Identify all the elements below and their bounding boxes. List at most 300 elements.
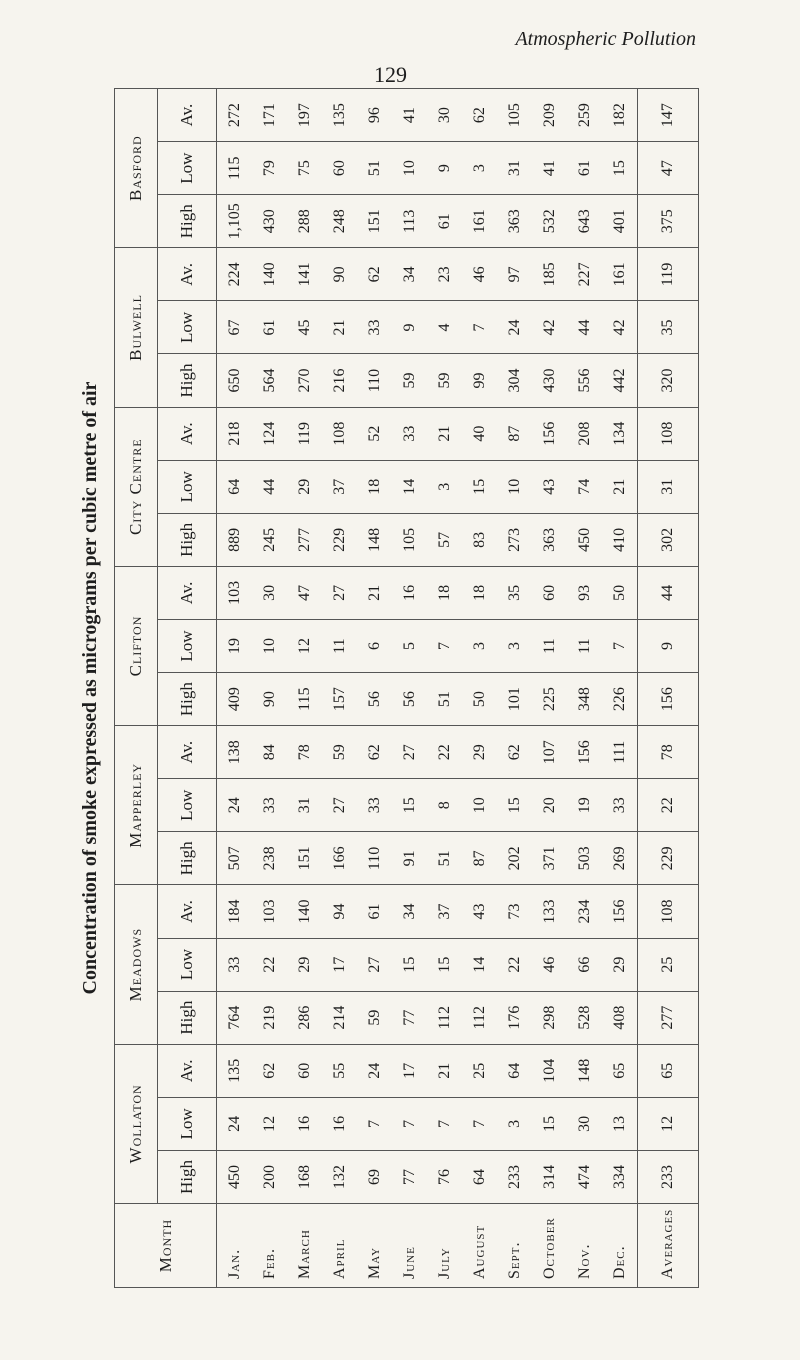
table-cell: 259 xyxy=(567,89,602,142)
table-cell: 16 xyxy=(287,1097,322,1150)
table-cell: 31 xyxy=(497,142,532,195)
table-row xyxy=(287,89,322,1288)
table-cell: 1,105 xyxy=(217,195,253,248)
table-cell: 29 xyxy=(287,460,322,513)
table-cell: 31 xyxy=(287,779,322,832)
table-cell: 90 xyxy=(322,248,357,301)
table-cell: 104 xyxy=(532,1044,567,1097)
stat-header-av: Av. xyxy=(158,407,217,460)
average-cell: 320 xyxy=(638,354,699,407)
table-cell: 18 xyxy=(427,566,462,619)
table-cell: 59 xyxy=(392,354,427,407)
average-cell: 375 xyxy=(638,195,699,248)
table-cell: 112 xyxy=(427,991,462,1044)
stat-header-low: Low xyxy=(158,142,217,195)
site-header-wollaton: Wollaton xyxy=(115,1044,158,1203)
average-cell: 229 xyxy=(638,832,699,885)
table-cell: 7 xyxy=(462,1097,497,1150)
table-cell: 56 xyxy=(357,673,392,726)
table-cell: 33 xyxy=(392,407,427,460)
table-cell: 64 xyxy=(462,1150,497,1203)
table-cell: 151 xyxy=(357,195,392,248)
table-cell: 17 xyxy=(392,1044,427,1097)
table-cell: 272 xyxy=(217,89,253,142)
table-cell: 10 xyxy=(252,619,287,672)
stat-header-high: High xyxy=(158,832,217,885)
table-cell: 141 xyxy=(287,248,322,301)
table-cell: 218 xyxy=(217,407,253,460)
stat-header-av: Av. xyxy=(158,89,217,142)
table-cell: 33 xyxy=(357,301,392,354)
table-cell: 216 xyxy=(322,354,357,407)
table-cell: 410 xyxy=(602,513,638,566)
average-cell: 12 xyxy=(638,1097,699,1150)
table-cell: 60 xyxy=(287,1044,322,1097)
table-cell: 286 xyxy=(287,991,322,1044)
month-label: March xyxy=(287,1204,322,1288)
average-cell: 233 xyxy=(638,1150,699,1203)
table-cell: 3 xyxy=(427,460,462,513)
table-cell: 60 xyxy=(322,142,357,195)
table-cell: 234 xyxy=(567,885,602,938)
average-cell: 9 xyxy=(638,619,699,672)
table-cell: 16 xyxy=(392,566,427,619)
averages-row xyxy=(638,89,699,1288)
table-cell: 507 xyxy=(217,832,253,885)
table-cell: 93 xyxy=(567,566,602,619)
table-cell: 269 xyxy=(602,832,638,885)
table-cell: 75 xyxy=(287,142,322,195)
table-cell: 135 xyxy=(217,1044,253,1097)
stat-header-low: Low xyxy=(158,301,217,354)
page-number: 129 xyxy=(374,62,407,87)
table-cell: 52 xyxy=(357,407,392,460)
table-cell: 61 xyxy=(427,195,462,248)
table-cell: 44 xyxy=(252,460,287,513)
table-cell: 314 xyxy=(532,1150,567,1203)
table-cell: 29 xyxy=(602,938,638,991)
table-cell: 348 xyxy=(567,673,602,726)
table-cell: 564 xyxy=(252,354,287,407)
table-cell: 115 xyxy=(287,673,322,726)
table-cell: 10 xyxy=(497,460,532,513)
month-label: May xyxy=(357,1204,392,1288)
table-cell: 30 xyxy=(427,89,462,142)
month-label: June xyxy=(392,1204,427,1288)
averages-label: Averages xyxy=(638,1204,699,1288)
month-label: Jan. xyxy=(217,1204,253,1288)
table-cell: 200 xyxy=(252,1150,287,1203)
table-cell: 90 xyxy=(252,673,287,726)
table-cell: 83 xyxy=(462,513,497,566)
average-cell: 25 xyxy=(638,938,699,991)
table-cell: 5 xyxy=(392,619,427,672)
table-cell: 42 xyxy=(532,301,567,354)
table-cell: 29 xyxy=(287,938,322,991)
table-cell: 224 xyxy=(217,248,253,301)
table-cell: 65 xyxy=(602,1044,638,1097)
table-cell: 34 xyxy=(392,248,427,301)
table-cell: 40 xyxy=(462,407,497,460)
month-column-header: Month xyxy=(115,1204,217,1288)
stat-header-low: Low xyxy=(158,779,217,832)
table-cell: 7 xyxy=(357,1097,392,1150)
table-cell: 9 xyxy=(427,142,462,195)
table-cell: 208 xyxy=(567,407,602,460)
table-cell: 107 xyxy=(532,726,567,779)
stat-header-high: High xyxy=(158,1150,217,1203)
table-cell: 14 xyxy=(462,938,497,991)
table-cell: 62 xyxy=(357,726,392,779)
table-cell: 176 xyxy=(497,991,532,1044)
table-cell: 24 xyxy=(357,1044,392,1097)
table-cell: 229 xyxy=(322,513,357,566)
table-cell: 110 xyxy=(357,354,392,407)
table-cell: 29 xyxy=(462,726,497,779)
stat-header-av: Av. xyxy=(158,1044,217,1097)
table-cell: 87 xyxy=(497,407,532,460)
stat-header-low: Low xyxy=(158,1097,217,1150)
table-cell: 105 xyxy=(392,513,427,566)
table-cell: 61 xyxy=(252,301,287,354)
table-cell: 209 xyxy=(532,89,567,142)
table-cell: 27 xyxy=(322,779,357,832)
table-cell: 185 xyxy=(532,248,567,301)
average-cell: 147 xyxy=(638,89,699,142)
table-cell: 33 xyxy=(357,779,392,832)
site-header-meadows: Meadows xyxy=(115,885,158,1044)
table-cell: 13 xyxy=(602,1097,638,1150)
table-cell: 225 xyxy=(532,673,567,726)
table-cell: 74 xyxy=(567,460,602,513)
stat-header-row xyxy=(158,89,217,1288)
table-cell: 50 xyxy=(602,566,638,619)
table-cell: 503 xyxy=(567,832,602,885)
stat-header-av: Av. xyxy=(158,566,217,619)
table-cell: 41 xyxy=(392,89,427,142)
table-cell: 11 xyxy=(532,619,567,672)
table-cell: 248 xyxy=(322,195,357,248)
stat-header-high: High xyxy=(158,673,217,726)
table-cell: 334 xyxy=(602,1150,638,1203)
table-cell: 76 xyxy=(427,1150,462,1203)
table-cell: 3 xyxy=(462,619,497,672)
table-cell: 77 xyxy=(392,1150,427,1203)
table-cell: 50 xyxy=(462,673,497,726)
table-cell: 43 xyxy=(532,460,567,513)
table-cell: 18 xyxy=(357,460,392,513)
average-cell: 47 xyxy=(638,142,699,195)
table-cell: 62 xyxy=(497,726,532,779)
table-cell: 124 xyxy=(252,407,287,460)
table-cell: 140 xyxy=(287,885,322,938)
table-cell: 45 xyxy=(287,301,322,354)
table-cell: 161 xyxy=(462,195,497,248)
table-cell: 15 xyxy=(392,779,427,832)
table-cell: 889 xyxy=(217,513,253,566)
table-cell: 15 xyxy=(392,938,427,991)
table-cell: 474 xyxy=(567,1150,602,1203)
table-cell: 157 xyxy=(322,673,357,726)
table-cell: 25 xyxy=(462,1044,497,1097)
table-row xyxy=(462,89,497,1288)
table-cell: 528 xyxy=(567,991,602,1044)
table-cell: 401 xyxy=(602,195,638,248)
table-cell: 51 xyxy=(427,673,462,726)
table-cell: 161 xyxy=(602,248,638,301)
table-cell: 79 xyxy=(252,142,287,195)
average-cell: 108 xyxy=(638,885,699,938)
rotated-table-block xyxy=(78,88,698,1288)
average-cell: 277 xyxy=(638,991,699,1044)
month-label: April xyxy=(322,1204,357,1288)
table-cell: 140 xyxy=(252,248,287,301)
table-cell: 15 xyxy=(427,938,462,991)
table-cell: 14 xyxy=(392,460,427,513)
month-label: August xyxy=(462,1204,497,1288)
table-cell: 84 xyxy=(252,726,287,779)
table-cell: 371 xyxy=(532,832,567,885)
table-cell: 450 xyxy=(567,513,602,566)
table-cell: 57 xyxy=(427,513,462,566)
table-cell: 97 xyxy=(497,248,532,301)
table-cell: 37 xyxy=(427,885,462,938)
table-cell: 4 xyxy=(427,301,462,354)
table-cell: 182 xyxy=(602,89,638,142)
table-cell: 59 xyxy=(427,354,462,407)
table-cell: 3 xyxy=(462,142,497,195)
month-label: October xyxy=(532,1204,567,1288)
average-cell: 108 xyxy=(638,407,699,460)
table-cell: 273 xyxy=(497,513,532,566)
table-cell: 277 xyxy=(287,513,322,566)
table-cell: 91 xyxy=(392,832,427,885)
table-cell: 7 xyxy=(462,301,497,354)
stat-header-low: Low xyxy=(158,460,217,513)
table-cell: 7 xyxy=(427,1097,462,1150)
table-cell: 764 xyxy=(217,991,253,1044)
table-cell: 442 xyxy=(602,354,638,407)
table-cell: 23 xyxy=(427,248,462,301)
table-cell: 60 xyxy=(532,566,567,619)
table-cell: 27 xyxy=(357,938,392,991)
table-cell: 20 xyxy=(532,779,567,832)
table-cell: 27 xyxy=(392,726,427,779)
site-header-row xyxy=(115,89,158,1288)
table-cell: 112 xyxy=(462,991,497,1044)
table-cell: 61 xyxy=(567,142,602,195)
table-cell: 59 xyxy=(322,726,357,779)
table-cell: 27 xyxy=(322,566,357,619)
table-cell: 21 xyxy=(602,460,638,513)
table-cell: 197 xyxy=(287,89,322,142)
table-cell: 532 xyxy=(532,195,567,248)
table-cell: 409 xyxy=(217,673,253,726)
table-cell: 34 xyxy=(392,885,427,938)
table-cell: 148 xyxy=(357,513,392,566)
month-label: Feb. xyxy=(252,1204,287,1288)
stat-header-high: High xyxy=(158,991,217,1044)
table-title: Concentration of smoke expressed as micrograms per cubic metre of air xyxy=(79,381,101,995)
table-cell: 62 xyxy=(462,89,497,142)
table-cell: 15 xyxy=(532,1097,567,1150)
table-cell: 3 xyxy=(497,619,532,672)
table-cell: 103 xyxy=(252,885,287,938)
table-row xyxy=(392,89,427,1288)
table-cell: 156 xyxy=(567,726,602,779)
average-cell: 35 xyxy=(638,301,699,354)
table-cell: 96 xyxy=(357,89,392,142)
table-cell: 55 xyxy=(322,1044,357,1097)
table-cell: 363 xyxy=(532,513,567,566)
average-cell: 78 xyxy=(638,726,699,779)
table-cell: 151 xyxy=(287,832,322,885)
table-cell: 21 xyxy=(357,566,392,619)
table-cell: 15 xyxy=(462,460,497,513)
table-cell: 408 xyxy=(602,991,638,1044)
stat-header-av: Av. xyxy=(158,726,217,779)
table-cell: 73 xyxy=(497,885,532,938)
table-cell: 430 xyxy=(532,354,567,407)
table-cell: 17 xyxy=(322,938,357,991)
table-cell: 3 xyxy=(497,1097,532,1150)
table-cell: 6 xyxy=(357,619,392,672)
table-cell: 42 xyxy=(602,301,638,354)
table-cell: 43 xyxy=(462,885,497,938)
table-cell: 94 xyxy=(322,885,357,938)
table-cell: 12 xyxy=(287,619,322,672)
table-cell: 304 xyxy=(497,354,532,407)
average-cell: 31 xyxy=(638,460,699,513)
stat-header-high: High xyxy=(158,195,217,248)
table-cell: 78 xyxy=(287,726,322,779)
stat-header-high: High xyxy=(158,354,217,407)
table-cell: 21 xyxy=(427,1044,462,1097)
table-cell: 108 xyxy=(322,407,357,460)
table-cell: 33 xyxy=(252,779,287,832)
table-row xyxy=(252,89,287,1288)
table-cell: 46 xyxy=(532,938,567,991)
table-cell: 214 xyxy=(322,991,357,1044)
table-cell: 24 xyxy=(217,779,253,832)
table-cell: 12 xyxy=(252,1097,287,1150)
table-cell: 11 xyxy=(567,619,602,672)
table-row xyxy=(532,89,567,1288)
table-cell: 113 xyxy=(392,195,427,248)
table-cell: 69 xyxy=(357,1150,392,1203)
table-cell: 133 xyxy=(532,885,567,938)
average-cell: 156 xyxy=(638,673,699,726)
table-cell: 202 xyxy=(497,832,532,885)
table-cell: 22 xyxy=(497,938,532,991)
table-cell: 135 xyxy=(322,89,357,142)
stat-header-av: Av. xyxy=(158,248,217,301)
average-cell: 119 xyxy=(638,248,699,301)
table-cell: 21 xyxy=(427,407,462,460)
stat-header-low: Low xyxy=(158,619,217,672)
table-cell: 156 xyxy=(602,885,638,938)
table-cell: 87 xyxy=(462,832,497,885)
table-cell: 77 xyxy=(392,991,427,1044)
table-cell: 132 xyxy=(322,1150,357,1203)
table-cell: 288 xyxy=(287,195,322,248)
table-cell: 16 xyxy=(322,1097,357,1150)
table-cell: 61 xyxy=(357,885,392,938)
table-cell: 450 xyxy=(217,1150,253,1203)
table-row xyxy=(567,89,602,1288)
table-cell: 56 xyxy=(392,673,427,726)
table-cell: 111 xyxy=(602,726,638,779)
table-cell: 19 xyxy=(217,619,253,672)
table-cell: 101 xyxy=(497,673,532,726)
table-cell: 33 xyxy=(217,938,253,991)
table-cell: 227 xyxy=(567,248,602,301)
table-cell: 270 xyxy=(287,354,322,407)
table-cell: 24 xyxy=(497,301,532,354)
smoke-concentration-table xyxy=(114,88,699,1288)
average-cell: 22 xyxy=(638,779,699,832)
month-label: Nov. xyxy=(567,1204,602,1288)
table-cell: 238 xyxy=(252,832,287,885)
table-cell: 15 xyxy=(497,779,532,832)
table-cell: 8 xyxy=(427,779,462,832)
running-header-title: Atmospheric Pollution xyxy=(515,28,696,50)
site-header-mapperley: Mapperley xyxy=(115,726,158,885)
table-cell: 7 xyxy=(427,619,462,672)
month-label: July xyxy=(427,1204,462,1288)
table-cell: 110 xyxy=(357,832,392,885)
table-cell: 47 xyxy=(287,566,322,619)
table-row xyxy=(427,89,462,1288)
table-row xyxy=(322,89,357,1288)
table-cell: 99 xyxy=(462,354,497,407)
table-cell: 22 xyxy=(252,938,287,991)
table-cell: 156 xyxy=(532,407,567,460)
table-cell: 138 xyxy=(217,726,253,779)
table-cell: 30 xyxy=(567,1097,602,1150)
table-cell: 226 xyxy=(602,673,638,726)
average-cell: 302 xyxy=(638,513,699,566)
table-cell: 166 xyxy=(322,832,357,885)
table-cell: 134 xyxy=(602,407,638,460)
table-cell: 21 xyxy=(322,301,357,354)
table-cell: 184 xyxy=(217,885,253,938)
table-cell: 556 xyxy=(567,354,602,407)
table-cell: 67 xyxy=(217,301,253,354)
table-cell: 7 xyxy=(392,1097,427,1150)
table-cell: 64 xyxy=(217,460,253,513)
month-label: Sept. xyxy=(497,1204,532,1288)
table-cell: 233 xyxy=(497,1150,532,1203)
table-cell: 650 xyxy=(217,354,253,407)
table-cell: 44 xyxy=(567,301,602,354)
table-cell: 37 xyxy=(322,460,357,513)
table-cell: 15 xyxy=(602,142,638,195)
month-label: Dec. xyxy=(602,1204,638,1288)
table-cell: 430 xyxy=(252,195,287,248)
table-cell: 66 xyxy=(567,938,602,991)
table-cell: 168 xyxy=(287,1150,322,1203)
table-cell: 46 xyxy=(462,248,497,301)
table-cell: 115 xyxy=(217,142,253,195)
table-cell: 62 xyxy=(252,1044,287,1097)
site-header-clifton: Clifton xyxy=(115,566,158,725)
table-cell: 18 xyxy=(462,566,497,619)
table-cell: 22 xyxy=(427,726,462,779)
table-cell: 24 xyxy=(217,1097,253,1150)
table-cell: 62 xyxy=(357,248,392,301)
stat-header-av: Av. xyxy=(158,885,217,938)
